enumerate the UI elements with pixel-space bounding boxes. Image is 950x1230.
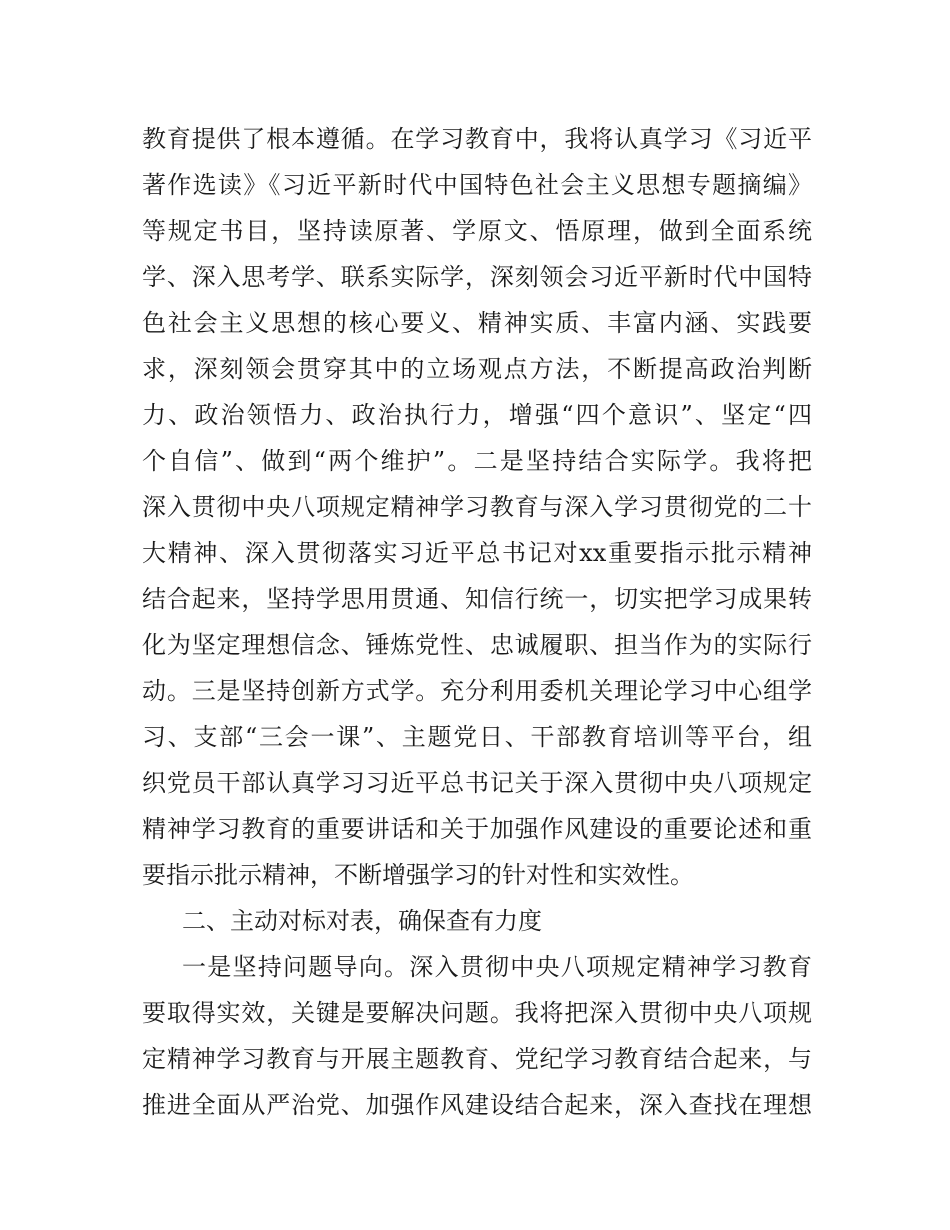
- text-line: 定精神学习教育与开展主题教育、党纪学习教育结合起来，与: [142, 1045, 812, 1073]
- text-line: 要取得实效，关键是要解决问题。我将把深入贯彻中央八项规: [142, 999, 812, 1027]
- text-line: 力、政治领悟力、政治执行力，增强“四个意识”、坚定“四: [142, 401, 812, 429]
- text-line: 化为坚定理想信念、锤炼党性、忠诚履职、担当作为的实际行: [142, 631, 812, 659]
- text-line: 一是坚持问题导向。深入贯彻中央八项规定精神学习教育: [182, 953, 812, 981]
- text-line: 色社会主义思想的核心要义、精神实质、丰富内涵、实践要: [142, 309, 812, 337]
- text-line: 深入贯彻中央八项规定精神学习教育与深入学习贯彻党的二十: [142, 493, 812, 521]
- text-line: 等规定书目，坚持读原著、学原文、悟原理，做到全面系统: [142, 217, 812, 245]
- text-line: 织党员干部认真学习习近平总书记关于深入贯彻中央八项规定: [142, 769, 812, 797]
- text-line: 著作选读》《习近平新时代中国特色社会主义思想专题摘编》: [142, 171, 812, 199]
- paragraph-1: [142, 116, 812, 898]
- section-heading: [142, 898, 812, 944]
- text-line: 精神学习教育的重要讲话和关于加强作风建设的重要论述和重: [142, 815, 812, 843]
- text-line: 推进全面从严治党、加强作风建设结合起来，深入查找在理想: [142, 1091, 812, 1119]
- text-line: 教育提供了根本遵循。在学习教育中，我将认真学习《习近平: [142, 125, 812, 153]
- text-line: 习、支部“三会一课”、主题党日、干部教育培训等平台，组: [142, 723, 812, 751]
- text-line: 动。三是坚持创新方式学。充分利用委机关理论学习中心组学: [142, 677, 812, 705]
- text-line: 个自信”、做到“两个维护”。二是坚持结合实际学。我将把: [142, 447, 812, 475]
- text-line: 要指示批示精神，不断增强学习的针对性和实效性。: [142, 861, 694, 889]
- text-line: 求，深刻领会贯穿其中的立场观点方法，不断提高政治判断: [142, 355, 812, 383]
- text-line: 大精神、深入贯彻落实习近平总书记对xx重要指示批示精神: [142, 539, 812, 567]
- paragraph-2: [142, 944, 812, 1128]
- document-body: [142, 116, 812, 1128]
- text-line: 学、深入思考学、联系实际学，深刻领会习近平新时代中国特: [142, 263, 812, 291]
- text-line: 结合起来，坚持学思用贯通、知信行统一，切实把学习成果转: [142, 585, 812, 613]
- heading-text: 二、主动对标对表，确保查有力度: [182, 907, 542, 935]
